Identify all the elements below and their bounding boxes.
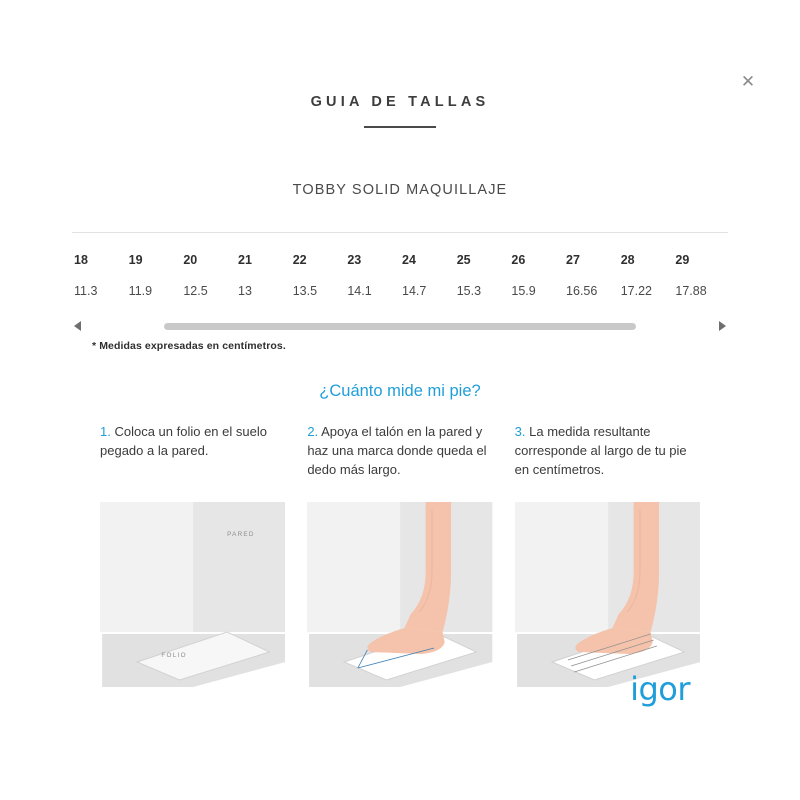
size-table-scrollbar[interactable] <box>72 320 728 332</box>
illustration-step-3 <box>515 502 700 687</box>
step-item <box>515 423 700 480</box>
title-divider <box>364 126 436 128</box>
paper-label: FOLIO <box>161 651 187 659</box>
cm-cell: 15.9 <box>511 284 536 298</box>
step-text: Apoya el talón en la pared y haz una marca donde queda el dedo más largo. <box>307 424 487 477</box>
size-cell: 21 <box>238 253 252 267</box>
cm-cell: 14.1 <box>347 284 372 298</box>
size-table <box>72 232 728 352</box>
step-item <box>100 423 285 480</box>
illustrations <box>100 502 700 687</box>
step-number: 2. <box>307 424 319 439</box>
cm-cell: 15.3 <box>456 284 482 298</box>
illustration-step-2 <box>307 502 492 687</box>
size-cell: 28 <box>620 253 635 267</box>
cm-cell: 16.56 <box>566 284 598 298</box>
step-number: 1. <box>100 424 111 439</box>
cm-cell: 17.88 <box>675 284 707 298</box>
size-cell: 18 <box>74 253 88 267</box>
size-cell: 29 <box>675 253 690 267</box>
cm-cell: 14.7 <box>402 284 427 298</box>
brand-logo: igor <box>630 670 690 708</box>
step-text: Coloca un folio en el suelo pegado a la pared. <box>100 424 267 458</box>
illustration-step-1 <box>100 502 285 687</box>
cm-cell: 12.5 <box>183 284 208 298</box>
step-number: 3. <box>514 424 526 439</box>
chevron-left-icon[interactable] <box>72 320 84 332</box>
chevron-right-icon[interactable] <box>716 320 728 332</box>
scrollbar-thumb[interactable] <box>164 323 635 330</box>
size-cell: 22 <box>292 253 307 267</box>
size-table-cm-row <box>72 284 728 298</box>
size-cell: 23 <box>347 253 362 267</box>
size-cell: 24 <box>402 253 416 267</box>
step-text: La medida resultante corresponde al largo de tu pie en centímetros. <box>514 424 687 477</box>
scrollbar-track[interactable] <box>90 323 710 330</box>
measure-question: ¿Cuánto mide mi pie? <box>319 382 481 400</box>
cm-cell: 11.3 <box>74 284 98 298</box>
size-cell: 19 <box>128 253 143 267</box>
product-name: TOBBY SOLID MAQUILLAJE <box>292 182 508 198</box>
size-cell: 20 <box>183 253 198 267</box>
cm-cell: 13.5 <box>292 284 318 298</box>
size-table-header-row <box>72 253 728 267</box>
measurement-footnote: * Medidas expresadas en centímetros. <box>92 340 286 352</box>
step-item <box>307 423 492 480</box>
cm-cell: 13 <box>238 284 252 298</box>
size-cell: 26 <box>511 253 526 267</box>
size-cell: 25 <box>456 253 471 267</box>
size-cell: 27 <box>566 253 580 267</box>
close-icon[interactable]: ✕ <box>740 72 756 91</box>
steps-list <box>100 423 700 480</box>
page-title: GUIA DE TALLAS <box>310 94 490 110</box>
cm-cell: 11.9 <box>128 284 153 298</box>
wall-label: PARED <box>227 530 255 538</box>
cm-cell: 17.22 <box>620 284 652 298</box>
